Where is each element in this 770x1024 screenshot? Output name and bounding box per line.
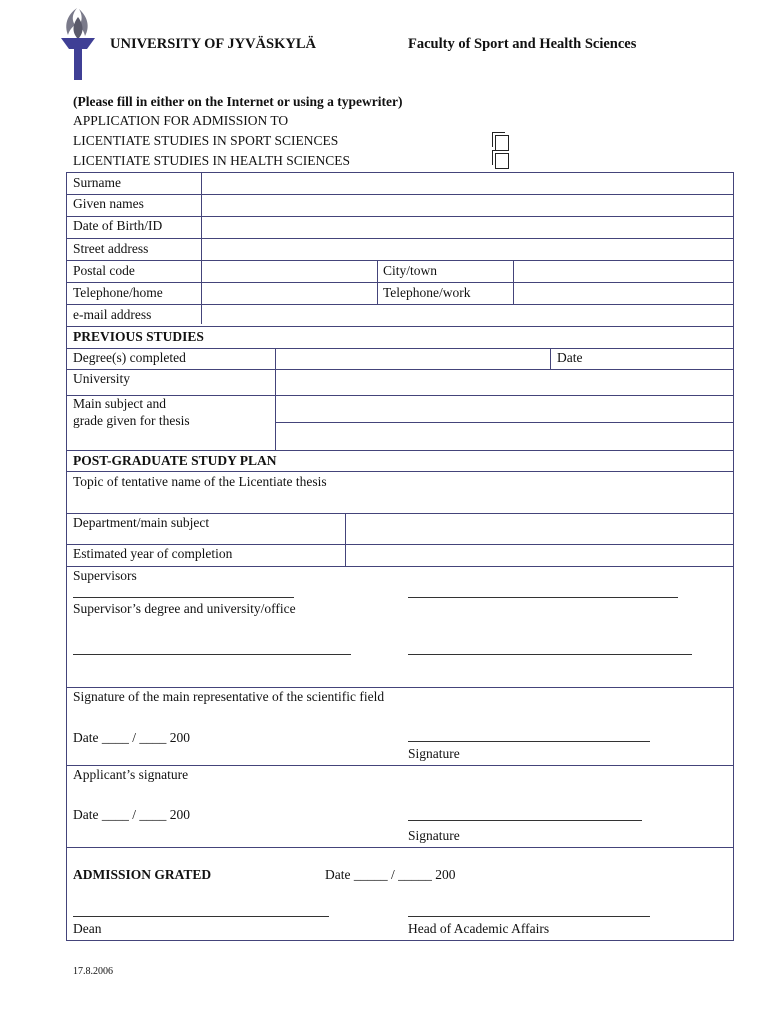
email-field[interactable] xyxy=(202,305,732,326)
table-bottom-border xyxy=(66,940,734,941)
tel-home-field[interactable] xyxy=(202,283,377,304)
dean-signature-line[interactable] xyxy=(73,916,329,917)
date-divider xyxy=(550,348,551,369)
thesis-topic-label: Topic of tentative name of the Licentiate thesis xyxy=(73,474,327,489)
surname-label: Surname xyxy=(73,175,121,190)
admission-date: Date _____ / _____ 200 xyxy=(325,867,456,882)
representative-date: Date ____ / ____ 200 xyxy=(73,730,190,745)
university-field[interactable] xyxy=(276,370,732,395)
postal-label: Postal code xyxy=(73,263,135,278)
city-label: City/town xyxy=(383,263,438,278)
row-line xyxy=(66,326,734,327)
given-names-field[interactable] xyxy=(202,195,732,216)
city-field[interactable] xyxy=(514,261,732,282)
supervisor-2-line[interactable] xyxy=(408,597,678,598)
applicant-date: Date ____ / ____ 200 xyxy=(73,807,190,822)
supervisor-degree-2-line[interactable] xyxy=(408,654,692,655)
thesis-topic-field[interactable] xyxy=(68,490,732,512)
postal-field[interactable] xyxy=(202,261,377,282)
university-name: UNIVERSITY OF JYVÄSKYLÄ xyxy=(110,36,316,52)
given-names-label: Given names xyxy=(73,196,144,211)
representative-signature-line[interactable] xyxy=(408,741,650,742)
thesis-grade-label: grade given for thesis xyxy=(73,413,190,428)
degrees-label: Degree(s) completed xyxy=(73,350,186,365)
row-line xyxy=(66,566,734,567)
applicant-signature-line[interactable] xyxy=(408,820,642,821)
application-title: APPLICATION FOR ADMISSION TO xyxy=(73,113,289,128)
supervisors-label: Supervisors xyxy=(73,568,137,583)
representative-signature-caption: Signature xyxy=(408,746,460,761)
tel-home-label: Telephone/home xyxy=(73,285,163,300)
option-health-label: LICENTIATE STUDIES IN HEALTH SCIENCES xyxy=(73,153,350,168)
head-signature-line[interactable] xyxy=(408,916,650,917)
degrees-field[interactable] xyxy=(276,349,549,369)
supervisor-degree-label: Supervisor’s degree and university/office xyxy=(73,601,296,616)
department-label: Department/main subject xyxy=(73,515,210,530)
row-line xyxy=(66,847,734,848)
completion-year-field[interactable] xyxy=(346,545,732,566)
applicant-signature-caption: Signature xyxy=(408,828,460,843)
head-caption: Head of Academic Affairs xyxy=(408,921,550,936)
health-checkbox[interactable] xyxy=(495,153,509,169)
previous-studies-heading: PREVIOUS STUDIES xyxy=(73,329,204,344)
dob-field[interactable] xyxy=(202,217,732,238)
main-subject-field[interactable] xyxy=(276,396,732,422)
faculty-name: Faculty of Sport and Health Sciences xyxy=(408,36,637,52)
university-label: University xyxy=(73,371,130,386)
tel-work-label: Telephone/work xyxy=(383,285,471,300)
department-field[interactable] xyxy=(346,514,732,544)
supervisor-1-line[interactable] xyxy=(73,597,294,598)
supervisor-degree-1-line[interactable] xyxy=(73,654,351,655)
thesis-grade-field[interactable] xyxy=(276,423,732,450)
street-field[interactable] xyxy=(202,239,732,260)
option-sport-label: LICENTIATE STUDIES IN SPORT SCIENCES xyxy=(73,133,339,148)
study-plan-heading: POST-GRADUATE STUDY PLAN xyxy=(73,453,277,468)
applicant-signature-label: Applicant’s signature xyxy=(73,767,189,782)
form-version-date: 17.8.2006 xyxy=(73,966,113,977)
fill-note: (Please fill in either on the Internet or using a typewriter) xyxy=(73,94,403,109)
street-label: Street address xyxy=(73,241,149,256)
email-label: e-mail address xyxy=(73,307,152,322)
row-line xyxy=(66,687,734,688)
representative-signature-label: Signature of the main representative of the scientific field xyxy=(73,689,385,704)
table-left-border xyxy=(66,172,67,940)
main-subject-label: Main subject and xyxy=(73,396,166,411)
degree-date-label: Date xyxy=(557,350,583,365)
tel-work-field[interactable] xyxy=(514,283,732,304)
dob-label: Date of Birth/ID xyxy=(73,218,163,233)
dean-caption: Dean xyxy=(73,921,102,936)
admission-label: ADMISSION GRATED xyxy=(73,867,212,882)
row-line xyxy=(66,450,734,451)
completion-year-label: Estimated year of completion xyxy=(73,546,233,561)
row-line xyxy=(66,765,734,766)
sport-checkbox[interactable] xyxy=(495,135,509,151)
surname-field[interactable] xyxy=(202,173,732,194)
table-right-border xyxy=(733,172,734,940)
row-line xyxy=(66,471,734,472)
university-logo xyxy=(58,5,98,83)
